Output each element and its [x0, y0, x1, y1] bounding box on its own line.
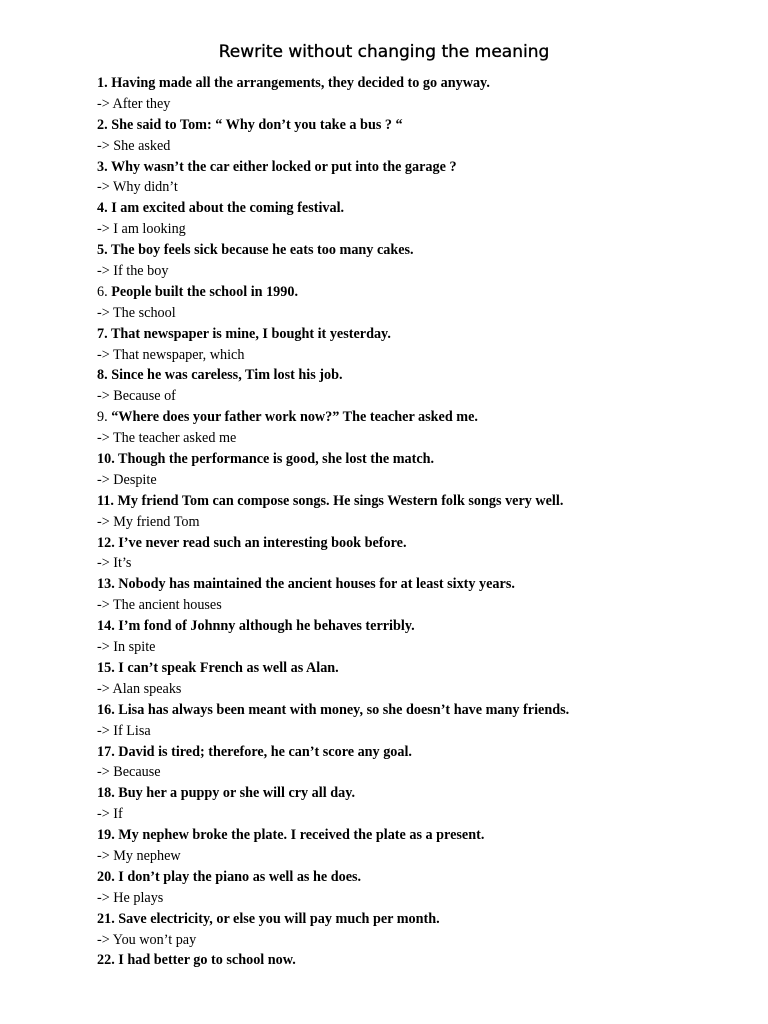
exercise-answer-prompt: -> Why didn’t	[97, 179, 178, 196]
exercise-question	[97, 825, 737, 846]
exercise-question	[97, 867, 737, 888]
exercise-question	[97, 407, 737, 428]
exercise-question-text: I am excited about the coming festival.	[111, 200, 345, 217]
exercise-question-text: Having made all the arrangements, they decided to go anyway.	[111, 75, 490, 91]
exercise-question-text: That newspaper is mine, I bought it yesterday.	[110, 325, 391, 342]
exercise-question-text: People built the school in 1990.	[111, 283, 299, 300]
exercise-item	[97, 491, 737, 533]
exercise-item	[97, 825, 737, 867]
exercise-number: 22.	[97, 952, 115, 969]
exercise-number: 21.	[97, 910, 115, 927]
exercise-number: 6.	[97, 283, 108, 300]
exercise-question	[97, 574, 737, 595]
exercise-number: 8.	[97, 367, 108, 384]
exercise-answer-prompt: -> If the boy	[97, 263, 169, 280]
exercise-question	[97, 365, 737, 386]
exercise-number: 1.	[97, 75, 108, 91]
exercise-number: 18.	[97, 785, 115, 802]
exercise-question	[97, 115, 737, 136]
exercise-question-text: The boy feels sick because he eats too many cakes.	[110, 242, 414, 259]
exercise-question-text: She said to Tom: “ Why don’t you take a bus ? “	[111, 116, 403, 133]
exercise-question-text: Lisa has always been meant with money, so she doesn’t have many friends.	[118, 701, 570, 718]
exercise-answer-prompt: -> Because of	[97, 388, 176, 405]
exercise-question	[97, 324, 737, 345]
exercise-answer-prompt: -> My nephew	[97, 847, 181, 864]
exercise-item	[97, 909, 737, 951]
exercise-number: 3.	[97, 158, 108, 175]
exercise-number: 2.	[97, 116, 108, 133]
exercise-answer-prompt: -> If Lisa	[97, 722, 151, 739]
exercise-question-text: I don’t play the piano as well as he does.	[118, 868, 362, 885]
exercise-number: 20.	[97, 868, 115, 885]
exercise-list	[97, 73, 737, 971]
exercise-answer-prompt: -> My friend Tom	[97, 513, 200, 530]
exercise-question	[97, 742, 737, 763]
exercise-question-text: Though the performance is good, she lost the match.	[118, 451, 435, 468]
exercise-number: 10.	[97, 451, 115, 468]
exercise-item	[97, 783, 737, 825]
exercise-item	[97, 700, 737, 742]
exercise-question	[97, 533, 737, 554]
exercise-answer-prompt: -> In spite	[97, 639, 156, 656]
exercise-question	[97, 909, 737, 930]
exercise-question	[97, 282, 737, 303]
exercise-number: 14.	[97, 618, 115, 635]
exercise-number: 7.	[97, 325, 108, 342]
exercise-item	[97, 658, 737, 700]
exercise-answer-prompt: -> I am looking	[97, 221, 186, 238]
exercise-question	[97, 73, 737, 94]
exercise-item	[97, 950, 737, 971]
exercise-item	[97, 365, 737, 407]
exercise-question	[97, 700, 737, 721]
exercise-question-text: Since he was careless, Tim lost his job.	[111, 367, 343, 384]
exercise-item	[97, 574, 737, 616]
exercise-number: 17.	[97, 743, 115, 760]
exercise-question	[97, 658, 737, 679]
exercise-answer-prompt: -> Despite	[97, 471, 157, 488]
exercise-item	[97, 449, 737, 491]
exercise-number: 11.	[97, 492, 114, 509]
exercise-question-text: My friend Tom can compose songs. He sings Western folk songs very well.	[117, 492, 564, 509]
exercise-item	[97, 198, 737, 240]
exercise-item	[97, 407, 737, 449]
exercise-answer-prompt: -> The school	[97, 304, 176, 321]
exercise-answer-prompt: -> She asked	[97, 137, 171, 154]
exercise-number: 5.	[97, 242, 108, 259]
exercise-item	[97, 240, 737, 282]
exercise-answer-prompt: -> That newspaper, which	[97, 346, 245, 363]
exercise-question	[97, 491, 737, 512]
exercise-question	[97, 198, 737, 219]
exercise-item	[97, 742, 737, 784]
exercise-answer-prompt: -> Alan speaks	[97, 680, 182, 697]
exercise-number: 9.	[97, 409, 108, 426]
exercise-question	[97, 240, 737, 261]
exercise-question-text: Nobody has maintained the ancient houses for at least sixty years.	[118, 576, 515, 593]
exercise-answer-prompt: -> If	[97, 806, 123, 823]
exercise-question-text: David is tired; therefore, he can’t score any goal.	[118, 743, 412, 760]
exercise-answer-prompt: -> The teacher asked me	[97, 430, 237, 447]
exercise-item	[97, 324, 737, 366]
exercise-question-text: I’ve never read such an interesting book before.	[118, 534, 407, 551]
exercise-answer-prompt: -> He plays	[97, 889, 164, 906]
exercise-question-text: I can’t speak French as well as Alan.	[118, 659, 339, 676]
exercise-question-text: Buy her a puppy or she will cry all day.	[118, 785, 356, 802]
exercise-number: 4.	[97, 200, 108, 217]
exercise-question	[97, 616, 737, 637]
exercise-number: 15.	[97, 659, 115, 676]
exercise-item	[97, 282, 737, 324]
exercise-question	[97, 950, 737, 971]
exercise-number: 12.	[97, 534, 115, 551]
exercise-answer-prompt: -> Because	[97, 764, 161, 781]
exercise-question-text: Why wasn’t the car either locked or put into the garage ?	[110, 158, 457, 175]
exercise-item	[97, 73, 737, 115]
exercise-answer-prompt: -> The ancient houses	[97, 597, 222, 614]
exercise-answer-prompt: -> You won’t pay	[97, 931, 197, 948]
exercise-question-text: I’m fond of Johnny although he behaves terribly.	[118, 618, 415, 635]
exercise-number: 13.	[97, 576, 115, 593]
exercise-question	[97, 449, 737, 470]
exercise-item	[97, 157, 737, 199]
page-title: Rewrite without changing the meaning	[218, 42, 550, 62]
exercise-item	[97, 616, 737, 658]
exercise-number: 19.	[97, 827, 115, 844]
exercise-question-text: Save electricity, or else you will pay much per month.	[118, 910, 440, 927]
exercise-question-text: My nephew broke the plate. I received the plate as a present.	[118, 827, 485, 844]
exercise-answer-prompt: -> After they	[97, 95, 171, 112]
exercise-question-text: I had better go to school now.	[118, 952, 296, 969]
exercise-item	[97, 867, 737, 909]
exercise-answer-prompt: -> It’s	[97, 555, 132, 572]
exercise-item	[97, 115, 737, 157]
exercise-question	[97, 783, 737, 804]
exercise-question-text: “Where does your father work now?” The teacher asked me.	[111, 409, 478, 426]
exercise-number: 16.	[97, 701, 115, 718]
exercise-item	[97, 533, 737, 575]
exercise-question	[97, 157, 737, 178]
